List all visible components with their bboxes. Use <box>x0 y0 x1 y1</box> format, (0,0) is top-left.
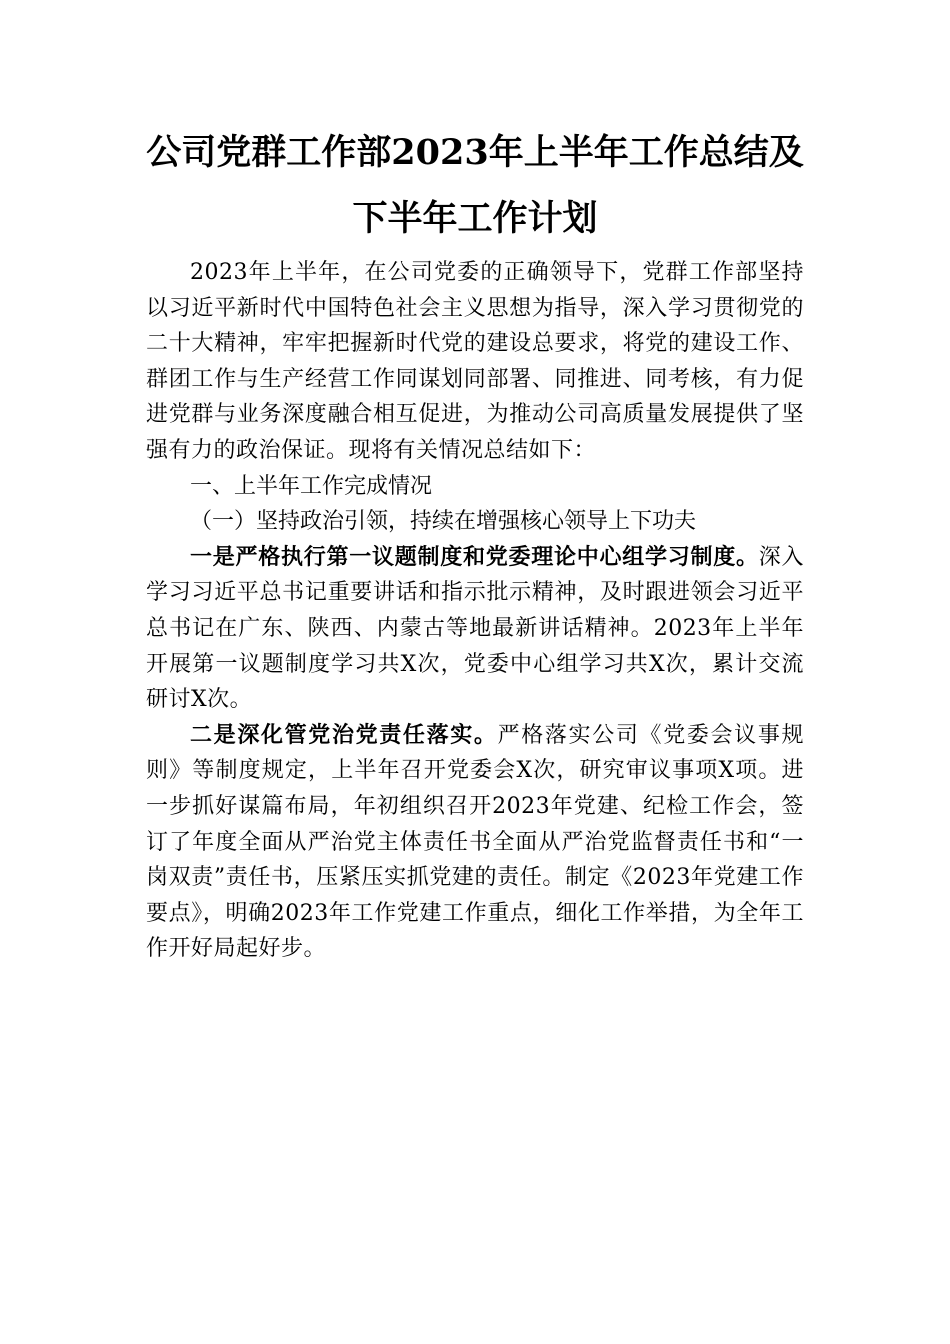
item-lead-2: 二是深化管党治党责任落实。 <box>190 722 498 748</box>
intro-paragraph: 2023年上半年，在公司党委的正确领导下，党群工作部坚持以习近平新时代中国特色社会主义思想为指导，深入学习贯彻党的二十大精神，牢牢把握新时代党的建设总要求，将党的建设工作、群团工作与生产经营工作同谋划同部署、同推进、同考核，有力促进党群与业务深度融合相互促进，为推动公司高质量发展提供了坚强有力的政治保证。现将有关情况总结如下： <box>146 260 804 463</box>
item-text-2: 严格落实公司《党委会议事规则》等制度规定，上半年召开党委会X次，研究审议事项X项。进一步抓好谋篇布局，年初组织召开2023年党建、纪检工作会，签订了年度全面从严治党主体责任书全面从严治党监督责任书和“一岗双责”责任书，压紧压实抓党建的责任。制定《2023年党建工作要点》，明确2023年工作党建工作重点，细化工作举措，为全年工作开好局起好步。 <box>146 722 804 962</box>
document-body <box>146 255 804 967</box>
item-text-1: 深入学习习近平总书记重要讲话和指示批示精神，及时跟进领会习近平总书记在广东、陕西、内蒙古等地最新讲话精神。2023年上半年开展第一议题制度学习共X次，党委中心组学习共X次，累计交流研讨X次。 <box>146 544 804 713</box>
section-heading: 一、上半年工作完成情况 <box>190 473 433 499</box>
item-paragraph-2 <box>146 718 804 967</box>
subsection-heading: （一）坚持政治引领，持续在增强核心领导上下功夫 <box>190 509 697 535</box>
document-title-line-1: 公司党群工作部2023年上半年工作总结及 <box>146 132 804 173</box>
item-lead-1: 一是严格执行第一议题制度和党委理论中心组学习制度。 <box>190 544 759 570</box>
document-title-line-2: 下半年工作计划 <box>352 198 598 239</box>
item-paragraph-1 <box>146 540 804 718</box>
